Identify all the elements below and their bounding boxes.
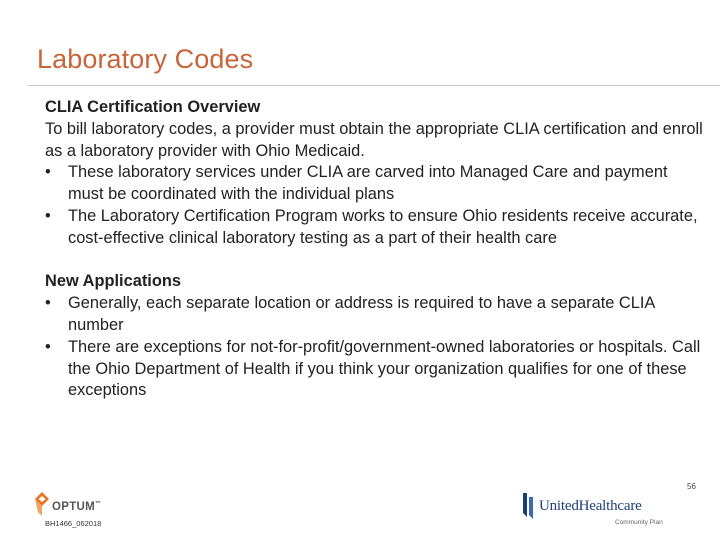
page-number: 56 <box>687 482 696 491</box>
bullet-glyph: • <box>45 294 51 313</box>
list-item <box>45 337 705 402</box>
uhc-wordmark: UnitedHealthcare <box>539 498 642 514</box>
slide-body <box>45 97 705 402</box>
section-heading-clia: CLIA Certification Overview <box>45 98 261 116</box>
optum-wordmark <box>52 501 101 513</box>
list-item <box>45 206 705 250</box>
spacer <box>45 250 705 272</box>
clia-bullet-list <box>45 162 705 249</box>
uhc-shield-icon <box>520 491 536 521</box>
document-code: BH1466_062018 <box>45 519 102 528</box>
uhc-subtitle: Community Plan <box>615 519 663 526</box>
list-item <box>45 293 705 337</box>
bullet-text: Generally, each separate location or address is required to have a separate CLIA number <box>68 294 655 334</box>
unitedhealthcare-logo <box>520 491 663 531</box>
optum-logo-icon <box>33 491 51 517</box>
optum-wordmark-text: OPTUM <box>52 501 96 513</box>
bullet-text: These laboratory services under CLIA are carved into Managed Care and payment must be coordinated with the individual plans <box>68 163 668 204</box>
new-applications-bullet-list <box>45 293 705 402</box>
title-divider <box>28 85 720 86</box>
bullet-glyph: • <box>45 163 51 182</box>
bullet-text: There are exceptions for not-for-profit/government-owned laboratories or hospitals. Call the Ohio Department of Health if you think your organization qualifies for one of these exceptions <box>68 337 701 400</box>
optum-footer <box>33 491 153 531</box>
slide-title: Laboratory Codes <box>37 44 254 74</box>
bullet-text: The Laboratory Certification Program works to ensure Ohio residents receive accurate, cost-effective clinical laboratory testing as a part of their health care <box>68 206 698 247</box>
section-heading-new-applications: New Applications <box>45 272 181 291</box>
bullet-glyph: • <box>45 337 51 356</box>
bullet-glyph: • <box>45 206 51 225</box>
list-item <box>45 162 705 206</box>
trademark-symbol: ™ <box>95 501 102 507</box>
clia-intro-paragraph: To bill laboratory codes, a provider must obtain the appropriate CLIA certification and enroll as a laboratory provider with Ohio Medicaid. <box>45 119 703 160</box>
